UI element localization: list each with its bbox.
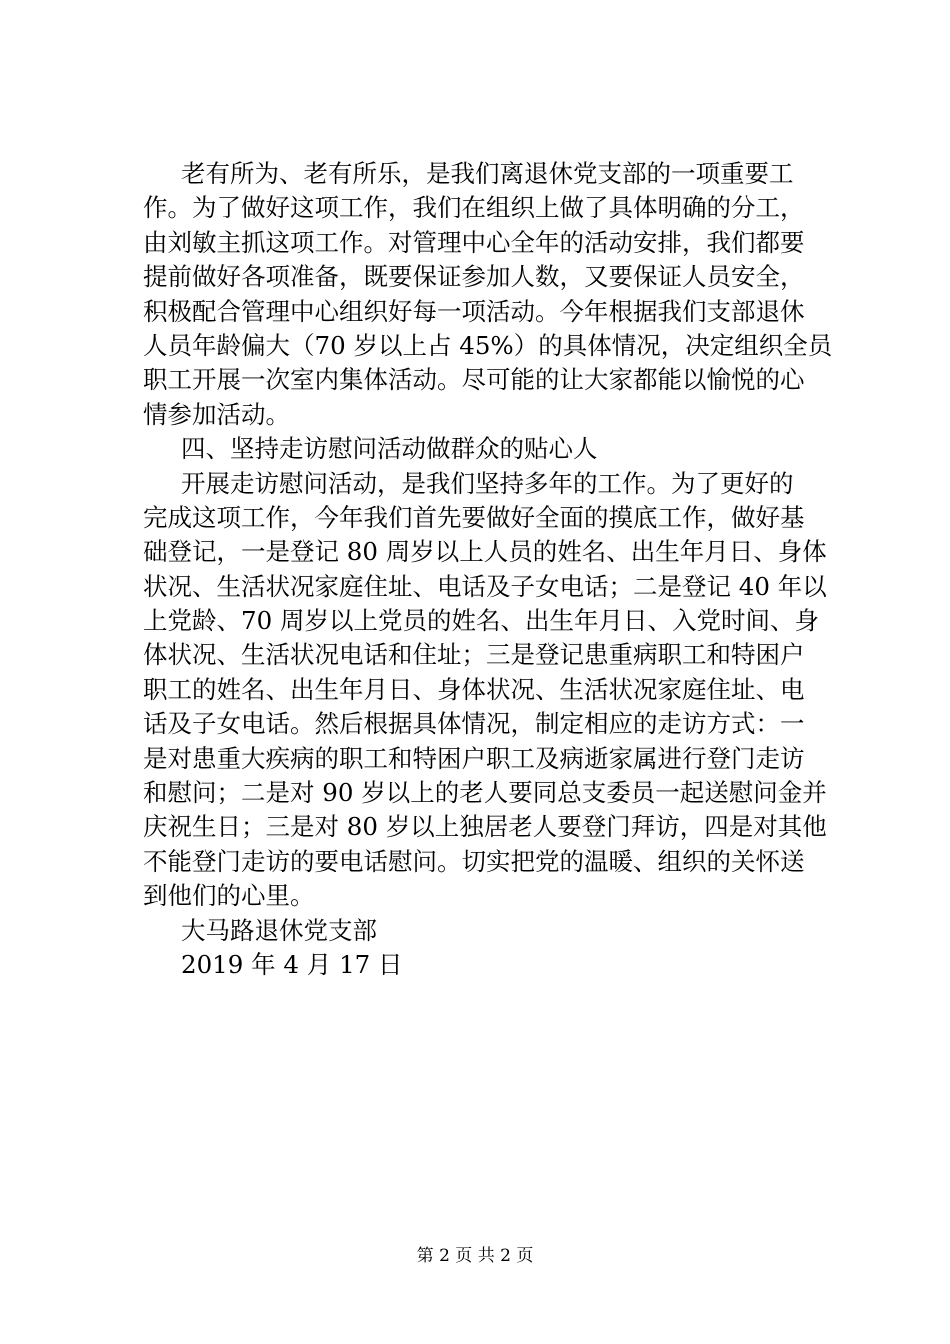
page-number-footer: 第 2 页 共 2 页: [416, 1246, 534, 1266]
paragraph-line: 体状况、生活状况电话和住址；三是登记患重病职工和特困户: [143, 640, 805, 670]
paragraph-line: 职工开展一次室内集体活动。尽可能的让大家都能以愉悦的心: [143, 365, 805, 395]
paragraph-line: 是对患重大疾病的职工和特困户职工及病逝家属进行登门走访: [143, 743, 805, 773]
paragraph-line: 础登记，一是登记 80 周岁以上人员的姓名、出生年月日、身体: [143, 537, 827, 567]
paragraph-line: 由刘敏主抓这项工作。对管理中心全年的活动安排，我们都要: [143, 227, 805, 257]
paragraph-line: 庆祝生日；三是对 80 岁以上独居老人要登门拜访，四是对其他: [143, 812, 827, 842]
paragraph-line: 老有所为、老有所乐，是我们离退休党支部的一项重要工: [181, 159, 794, 188]
paragraph-line: 不能登门走访的要电话慰问。切实把党的温暖、组织的关怀送: [143, 846, 805, 876]
paragraph-line: 提前做好各项准备，既要保证参加人数，又要保证人员安全，: [143, 262, 805, 292]
paragraph-line: 和慰问；二是对 90 岁以上的老人要同总支委员一起送慰问金并: [143, 778, 827, 808]
paragraph-line: 状况、生活状况家庭住址、电话及子女电话；二是登记 40 年以: [143, 571, 827, 601]
signature-date: 2019 年 4 月 17 日: [181, 949, 403, 979]
paragraph-line: 话及子女电话。然后根据具体情况，制定相应的走访方式：一: [143, 709, 805, 739]
paragraph-line: 上党龄、70 周岁以上党员的姓名、出生年月日、入党时间、身: [143, 606, 819, 636]
paragraph-line: 职工的姓名、出生年月日、身体状况、生活状况家庭住址、电: [143, 674, 805, 704]
section-heading: 四、坚持走访慰问活动做群众的贴心人: [181, 434, 598, 464]
paragraph-line: 到他们的心里。: [143, 881, 315, 911]
paragraph-line: 完成这项工作，今年我们首先要做好全面的摸底工作，做好基: [143, 502, 805, 532]
paragraph-line: 作。为了做好这项工作，我们在组织上做了具体明确的分工，: [143, 193, 805, 223]
paragraph-line: 情参加活动。: [143, 399, 290, 429]
paragraph-line: 人员年龄偏大（70 岁以上占 45%）的具体情况，决定组织全员: [143, 330, 833, 360]
paragraph-line: 积极配合管理中心组织好每一项活动。今年根据我们支部退休: [143, 296, 805, 326]
signature-organization: 大马路退休党支部: [181, 915, 377, 945]
paragraph-line: 开展走访慰问活动，是我们坚持多年的工作。为了更好的: [181, 468, 794, 498]
document-body: [143, 157, 833, 982]
